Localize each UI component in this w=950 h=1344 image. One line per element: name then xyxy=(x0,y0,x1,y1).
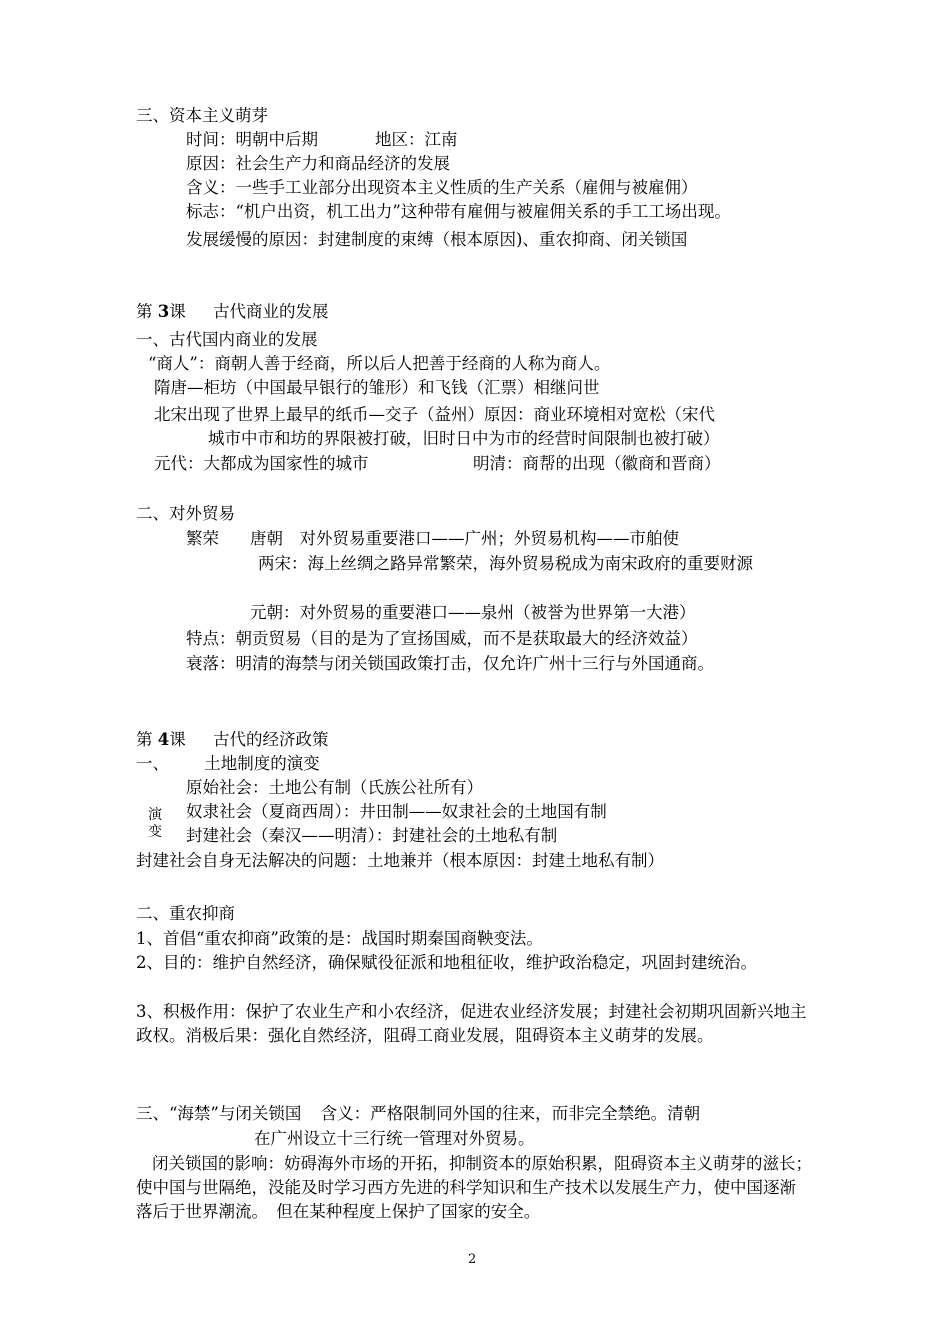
land-system-heading xyxy=(136,752,320,776)
evolution-char-2: 变 xyxy=(148,824,162,840)
yuan-trade-port: 元朝：对外贸易的重要港口——泉州（被誉为世界第一大港） xyxy=(250,603,696,622)
land-annexation-problem: 封建社会自身无法解决的问题：土地兼并（根本原因：封建土地私有制） xyxy=(136,851,664,870)
agri-policy-point-2: 2、目的：维护自然经济，确保赋役征派和地租征收，维护政治稳定，巩固封建统治。 xyxy=(136,953,757,972)
land-system-heading-text: 土地制度的演变 xyxy=(204,754,320,773)
lesson3-prefix: 第 xyxy=(136,302,153,321)
lesson4-prefix: 第 xyxy=(136,730,153,749)
foreign-trade-heading: 二、对外贸易 xyxy=(136,504,235,523)
lesson4-suffix: 课 xyxy=(169,730,186,749)
capitalism-cause: 原因：社会生产力和商品经济的发展 xyxy=(186,154,450,173)
twosong-trade xyxy=(250,552,810,576)
land-system-heading-num: 一、 xyxy=(136,754,169,773)
capitalism-time: 时间：明朝中后期 xyxy=(186,130,318,149)
capitalism-slow-reason: 发展缓慢的原因：封建制度的束缚（根本原因)、重农抑商、闭关锁国 xyxy=(186,230,688,249)
isolation-impact: 闭关锁国的影响：妨碍海外市场的开拓，抑制资本的原始积累，阻碍资本主义萌芽的滋长；使中国与世隔绝，没能及时学习西方先进的科学知识和生产技术以发展生产力，使中国逐渐落后于世界潮流。 但在某种程度上保护了国家的安全。 xyxy=(136,1154,812,1221)
lesson3-heading xyxy=(136,300,328,324)
lesson4-title: 古代的经济政策 xyxy=(212,730,329,749)
prosper-label: 繁荣 xyxy=(186,529,219,548)
page-number: 2 xyxy=(468,1252,477,1267)
agri-policy-heading: 二、重农抑商 xyxy=(136,904,235,923)
suitang-finance: 隋唐—柜坊（中国最早银行的雏形）和飞钱（汇票）相继问世 xyxy=(154,378,600,397)
evolution-vertical-label xyxy=(148,807,164,841)
capitalism-sign: 标志：“机户出资，机工出力”这种带有雇佣与被雇佣关系的手工工场出现。 xyxy=(186,202,731,221)
lesson3-title: 古代商业的发展 xyxy=(212,302,329,321)
song-paper-money-cont: 城市中市和坊的界限被打破，旧时日中为市的经营时间限制也被打破） xyxy=(208,429,720,448)
agri-policy-point-1: 1、首倡“重农抑商”政策的是：战国时期秦国商鞅变法。 xyxy=(136,929,543,948)
mingqing-merchant-guilds: 明清：商帮的出现（徽商和晋商） xyxy=(473,454,721,473)
trade-decline: 衰落：明清的海禁与闭关锁国政策打击，仅允许广州十三行与外国通商。 xyxy=(186,654,714,673)
agri-policy-point-3: 3、积极作用：保护了农业生产和小农经济，促进农业经济发展；封建社会初期巩固新兴地主政权。消极后果：强化自然经济，阻碍工商业发展，阻碍资本主义萌芽的发展。 xyxy=(136,1002,807,1045)
sea-ban-meaning-cont: 在广州设立十三行统一管理对外贸易。 xyxy=(254,1129,535,1148)
evolution-char-1: 演 xyxy=(148,807,162,823)
trade-feature: 特点：朝贡贸易（目的是为了宣扬国威，而不是获取最大的经济效益） xyxy=(186,629,698,648)
twosong-trade-text: 两宋：海上丝绸之路异常繁荣，海外贸易税成为南宋政府的重要财源 xyxy=(258,554,753,573)
domestic-commerce-heading: 一、古代国内商业的发展 xyxy=(136,330,318,349)
song-paper-money: 北宋出现了世界上最早的纸币—交子（益州）原因：商业环境相对宽松（宋代 xyxy=(154,405,715,424)
lesson3-suffix: 课 xyxy=(169,302,186,321)
yuan-capital: 元代：大都成为国家性的城市 xyxy=(154,454,369,473)
tang-trade: 唐朝 对外贸易重要港口——广州；外贸易机构——市舶使 xyxy=(250,529,679,548)
section-heading-capitalism: 三、资本主义萌芽 xyxy=(136,106,268,125)
sea-ban-heading xyxy=(136,1102,700,1126)
lesson3-number: 3 xyxy=(157,302,170,321)
capitalism-region: 地区：江南 xyxy=(375,130,458,149)
feudal-society: 封建社会（秦汉——明清）：封建社会的土地私有制 xyxy=(186,826,558,845)
sea-ban-meaning: 含义：严格限制同外国的往来，而非完全禁绝。清朝 xyxy=(320,1104,701,1123)
lesson4-heading xyxy=(136,728,328,752)
merchant-origin: “商人”：商朝人善于经商，所以后人把善于经商的人称为商人。 xyxy=(148,354,611,373)
primitive-society: 原始社会：土地公有制（氏族公社所有） xyxy=(186,778,483,797)
lesson4-number: 4 xyxy=(157,730,170,749)
capitalism-meaning: 含义：一些手工业部分出现资本主义性质的生产关系（雇佣与被雇佣） xyxy=(186,178,698,197)
slave-society: 奴隶社会（夏商西周）：井田制——奴隶社会的土地国有制 xyxy=(186,802,607,821)
sea-ban-heading-text: 三、“海禁”与闭关锁国 xyxy=(136,1104,302,1123)
